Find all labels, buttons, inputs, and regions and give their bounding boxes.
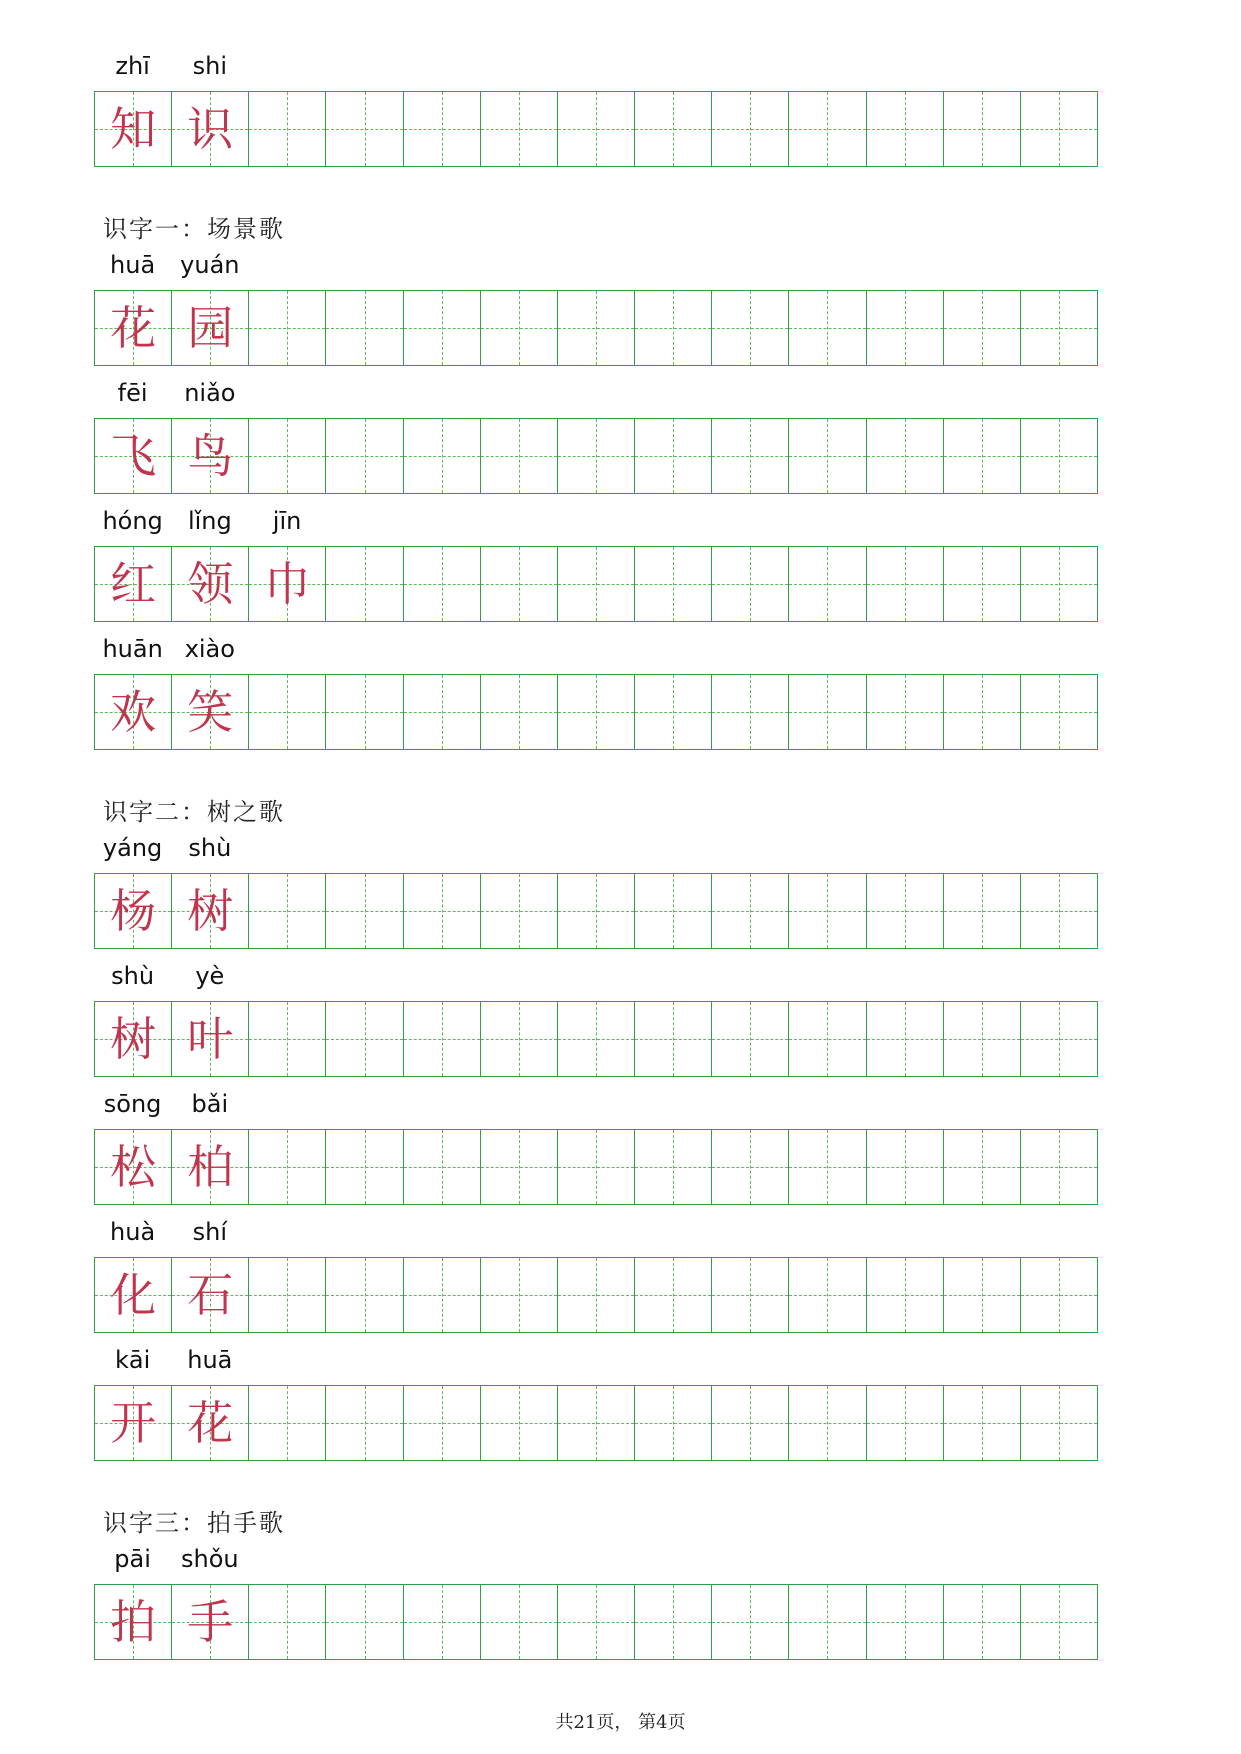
practice-cell xyxy=(249,1386,326,1460)
practice-cell xyxy=(249,1002,326,1076)
practice-cell xyxy=(944,1130,1021,1204)
practice-cell xyxy=(558,874,635,948)
model-character: 花 xyxy=(187,1396,234,1450)
practice-cell xyxy=(326,547,403,621)
practice-cell xyxy=(481,1130,558,1204)
practice-cell xyxy=(326,1258,403,1332)
practice-cell xyxy=(944,1258,1021,1332)
practice-cell xyxy=(249,291,326,365)
practice-cell xyxy=(404,1130,481,1204)
practice-cell xyxy=(481,1386,558,1460)
character-cell xyxy=(172,675,249,749)
practice-cell xyxy=(1021,419,1097,493)
practice-cell xyxy=(404,1585,481,1659)
practice-cell xyxy=(712,675,789,749)
model-character: 园 xyxy=(187,301,234,355)
practice-cell xyxy=(1021,1002,1097,1076)
writing-grid-row xyxy=(94,546,1098,622)
practice-cell xyxy=(712,547,789,621)
practice-cell xyxy=(249,92,326,166)
practice-cell xyxy=(635,92,712,166)
practice-cell xyxy=(404,547,481,621)
writing-grid-row xyxy=(94,290,1098,366)
pinyin-label: yuán xyxy=(180,251,240,279)
practice-cell xyxy=(404,1002,481,1076)
practice-cell xyxy=(789,547,866,621)
practice-cell xyxy=(326,291,403,365)
pinyin-label: huà xyxy=(110,1218,156,1246)
practice-cell xyxy=(326,1002,403,1076)
practice-cell xyxy=(867,1002,944,1076)
practice-cell xyxy=(867,547,944,621)
pinyin-label: bǎi xyxy=(191,1090,229,1118)
pinyin-label: huā xyxy=(187,1346,233,1374)
practice-cell xyxy=(404,291,481,365)
practice-cell xyxy=(867,92,944,166)
practice-cell xyxy=(558,1386,635,1460)
practice-cell xyxy=(712,291,789,365)
practice-cell xyxy=(1021,874,1097,948)
section-title: 识字三：拍手歌 xyxy=(103,1509,285,1537)
character-cell xyxy=(172,1258,249,1332)
practice-cell xyxy=(404,92,481,166)
writing-grid-row xyxy=(94,1001,1098,1077)
practice-cell xyxy=(789,1002,866,1076)
practice-cell xyxy=(712,419,789,493)
pinyin-label: shù xyxy=(188,834,232,862)
character-cell xyxy=(95,874,172,948)
writing-grid-row xyxy=(94,1385,1098,1461)
character-cell xyxy=(95,1258,172,1332)
writing-grid-row xyxy=(94,674,1098,750)
character-cell xyxy=(95,1386,172,1460)
model-character: 巾 xyxy=(264,557,311,611)
practice-cell xyxy=(867,874,944,948)
pinyin-label: shí xyxy=(192,1218,228,1246)
practice-cell xyxy=(789,419,866,493)
practice-cell xyxy=(944,675,1021,749)
practice-cell xyxy=(635,1130,712,1204)
model-character: 鸟 xyxy=(187,429,234,483)
model-character: 飞 xyxy=(110,429,157,483)
practice-cell xyxy=(867,291,944,365)
pinyin-label: shi xyxy=(192,52,228,80)
pinyin-label: kāi xyxy=(114,1346,151,1374)
practice-cell xyxy=(789,1386,866,1460)
practice-cell xyxy=(867,1258,944,1332)
practice-cell xyxy=(481,874,558,948)
practice-cell xyxy=(249,419,326,493)
model-character: 知 xyxy=(110,102,157,156)
practice-cell xyxy=(1021,1585,1097,1659)
model-character: 手 xyxy=(187,1595,234,1649)
practice-cell xyxy=(481,419,558,493)
pinyin-label: huā xyxy=(110,251,156,279)
practice-cell xyxy=(326,1585,403,1659)
practice-cell xyxy=(635,547,712,621)
character-cell xyxy=(172,1585,249,1659)
writing-grid-row xyxy=(94,1584,1098,1660)
practice-cell xyxy=(326,1130,403,1204)
model-character: 松 xyxy=(110,1140,157,1194)
practice-cell xyxy=(558,419,635,493)
practice-cell xyxy=(404,675,481,749)
character-cell xyxy=(95,1002,172,1076)
practice-cell xyxy=(635,419,712,493)
practice-cell xyxy=(558,291,635,365)
pinyin-label: niǎo xyxy=(184,379,236,407)
practice-cell xyxy=(867,675,944,749)
pinyin-label: hóng xyxy=(102,507,163,535)
practice-cell xyxy=(481,547,558,621)
pinyin-label: xiào xyxy=(184,635,235,663)
practice-cell xyxy=(404,1386,481,1460)
practice-cell xyxy=(1021,1130,1097,1204)
character-cell xyxy=(95,291,172,365)
character-cell xyxy=(172,547,249,621)
pinyin-label: yáng xyxy=(102,834,163,862)
practice-cell xyxy=(1021,1386,1097,1460)
practice-cell xyxy=(558,1258,635,1332)
practice-cell xyxy=(326,419,403,493)
writing-grid-row xyxy=(94,1257,1098,1333)
practice-cell xyxy=(249,1585,326,1659)
character-cell xyxy=(249,547,326,621)
model-character: 拍 xyxy=(110,1595,157,1649)
practice-cell xyxy=(481,291,558,365)
practice-cell xyxy=(635,1002,712,1076)
pinyin-label: lǐng xyxy=(187,507,232,535)
practice-cell xyxy=(635,1585,712,1659)
practice-cell xyxy=(944,1386,1021,1460)
practice-cell xyxy=(944,92,1021,166)
practice-cell xyxy=(249,1130,326,1204)
practice-cell xyxy=(789,92,866,166)
practice-cell xyxy=(1021,547,1097,621)
practice-cell xyxy=(635,1386,712,1460)
practice-cell xyxy=(249,874,326,948)
model-character: 花 xyxy=(110,301,157,355)
practice-cell xyxy=(404,419,481,493)
model-character: 识 xyxy=(187,102,234,156)
practice-cell xyxy=(635,1258,712,1332)
character-cell xyxy=(95,92,172,166)
practice-cell xyxy=(944,1002,1021,1076)
practice-cell xyxy=(944,874,1021,948)
practice-cell xyxy=(712,1585,789,1659)
model-character: 欢 xyxy=(110,685,157,739)
character-cell xyxy=(95,547,172,621)
model-character: 叶 xyxy=(187,1012,234,1066)
practice-cell xyxy=(481,1002,558,1076)
practice-cell xyxy=(789,874,866,948)
practice-cell xyxy=(867,1585,944,1659)
practice-cell xyxy=(326,92,403,166)
writing-grid-row xyxy=(94,418,1098,494)
pinyin-label: huān xyxy=(102,635,163,663)
character-cell xyxy=(172,291,249,365)
model-character: 领 xyxy=(187,557,234,611)
practice-cell xyxy=(944,419,1021,493)
pinyin-label: zhī xyxy=(115,52,150,80)
practice-cell xyxy=(789,291,866,365)
character-cell xyxy=(172,92,249,166)
model-character: 石 xyxy=(187,1268,234,1322)
practice-cell xyxy=(558,92,635,166)
practice-cell xyxy=(558,1130,635,1204)
practice-cell xyxy=(789,1585,866,1659)
practice-cell xyxy=(867,419,944,493)
practice-cell xyxy=(558,1585,635,1659)
pinyin-label: jīn xyxy=(272,507,302,535)
model-character: 笑 xyxy=(187,685,234,739)
page-footer: 共21页， 第4页 xyxy=(555,1712,686,1733)
model-character: 杨 xyxy=(110,884,157,938)
practice-cell xyxy=(249,1258,326,1332)
practice-cell xyxy=(712,92,789,166)
practice-cell xyxy=(481,1258,558,1332)
practice-cell xyxy=(249,675,326,749)
practice-cell xyxy=(712,1002,789,1076)
pinyin-label: fēi xyxy=(117,379,148,407)
practice-cell xyxy=(326,874,403,948)
practice-cell xyxy=(712,874,789,948)
practice-cell xyxy=(712,1386,789,1460)
section-title: 识字一：场景歌 xyxy=(103,215,285,243)
character-cell xyxy=(172,1002,249,1076)
practice-cell xyxy=(558,1002,635,1076)
character-cell xyxy=(95,1130,172,1204)
section-title: 识字二：树之歌 xyxy=(103,798,285,826)
practice-cell xyxy=(789,1130,866,1204)
practice-cell xyxy=(326,1386,403,1460)
practice-cell xyxy=(481,675,558,749)
character-cell xyxy=(95,419,172,493)
pinyin-label: yè xyxy=(195,962,225,990)
model-character: 树 xyxy=(110,1012,157,1066)
practice-cell xyxy=(789,1258,866,1332)
model-character: 红 xyxy=(110,557,157,611)
practice-cell xyxy=(481,1585,558,1659)
practice-cell xyxy=(404,1258,481,1332)
writing-grid-row xyxy=(94,873,1098,949)
pinyin-label: sōng xyxy=(103,1090,162,1118)
practice-cell xyxy=(326,675,403,749)
model-character: 树 xyxy=(187,884,234,938)
character-cell xyxy=(95,1585,172,1659)
practice-cell xyxy=(481,92,558,166)
practice-cell xyxy=(944,291,1021,365)
character-cell xyxy=(172,1386,249,1460)
practice-cell xyxy=(944,547,1021,621)
practice-cell xyxy=(867,1386,944,1460)
practice-cell xyxy=(558,547,635,621)
model-character: 柏 xyxy=(187,1140,234,1194)
practice-cell xyxy=(558,675,635,749)
practice-cell xyxy=(712,1258,789,1332)
character-cell xyxy=(95,675,172,749)
practice-cell xyxy=(635,874,712,948)
pinyin-label: pāi xyxy=(114,1545,151,1573)
practice-cell xyxy=(1021,291,1097,365)
practice-cell xyxy=(1021,1258,1097,1332)
pinyin-label: shù xyxy=(111,962,155,990)
writing-grid-row xyxy=(94,1129,1098,1205)
model-character: 开 xyxy=(110,1396,157,1450)
model-character: 化 xyxy=(110,1268,157,1322)
practice-cell xyxy=(712,1130,789,1204)
writing-grid-row xyxy=(94,91,1098,167)
practice-cell xyxy=(867,1130,944,1204)
practice-cell xyxy=(789,675,866,749)
practice-cell xyxy=(404,874,481,948)
character-cell xyxy=(172,1130,249,1204)
practice-cell xyxy=(635,291,712,365)
character-cell xyxy=(172,874,249,948)
pinyin-label: shǒu xyxy=(181,1545,239,1573)
practice-cell xyxy=(1021,92,1097,166)
character-cell xyxy=(172,419,249,493)
practice-cell xyxy=(635,675,712,749)
practice-cell xyxy=(944,1585,1021,1659)
practice-cell xyxy=(1021,675,1097,749)
